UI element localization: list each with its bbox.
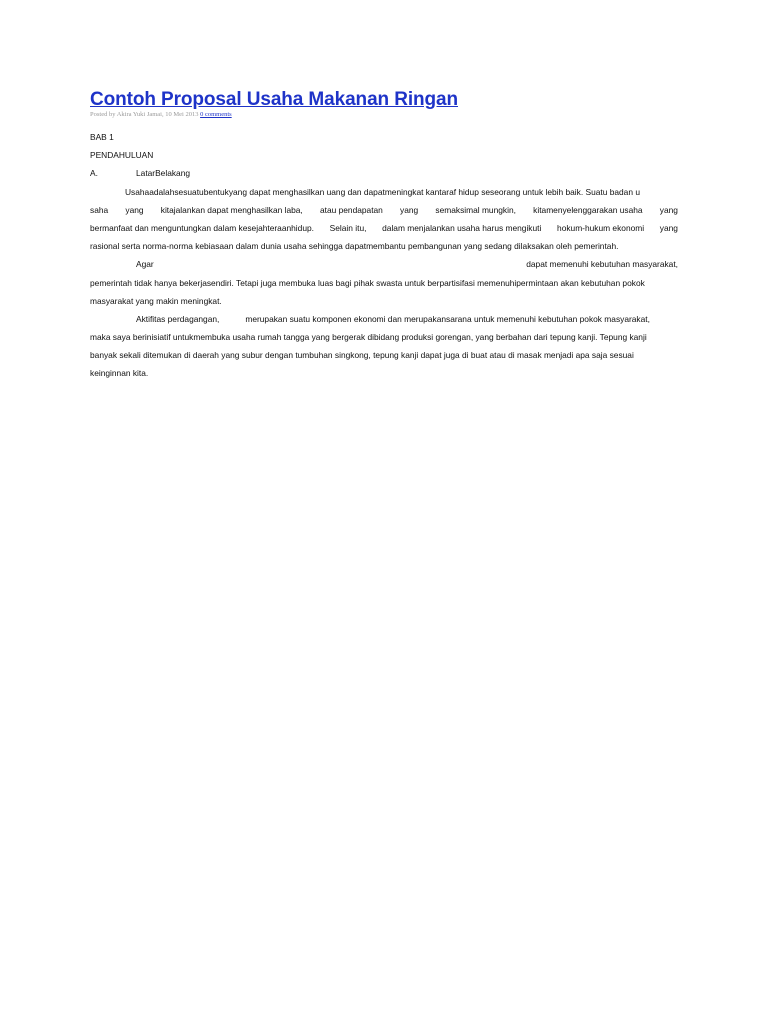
p1-line3-word: yang (659, 222, 678, 233)
section-marker: A. (90, 168, 98, 179)
section-title: LatarBelakang (136, 168, 191, 179)
document-page (90, 88, 678, 383)
p1-line3-word: bermanfaat dan menguntungkan dalam kesejahteraanhidup. (90, 222, 314, 233)
p1-line3 (90, 219, 678, 237)
section-heading (90, 164, 678, 182)
document-body (90, 128, 678, 383)
p3-line1-right: merupakan suatu komponen ekonomi dan merupakansarana untuk memenuhi kebutuhan pokok masyarakat, (245, 313, 650, 324)
p2-line1-right: dapat memenuhi kebutuhan masyarakat, (526, 259, 678, 270)
p1-line2-word: yang (125, 204, 144, 215)
comments-link[interactable]: 0 comments (200, 111, 232, 118)
p2-line3: masyarakat yang makin meningkat. (90, 295, 222, 306)
p1-line4: rasional serta norma-norma kebiasaan dalam dunia usaha sehingga dapatmembantu pembangunan yang sedang dilaksakan oleh pemerintah. (90, 241, 619, 252)
bab-heading: BAB 1 (90, 132, 114, 142)
p1-line2-word: kitamenyelenggarakan usaha (533, 204, 643, 215)
p1-line1: Usahaadalahsesuatubentukyang dapat menghasilkan uang dan dapatmeningkat kantaraf hidup seseorang untuk lebih baik. Suatu badan u (125, 186, 640, 197)
p1-line3-word: Selain itu, (329, 222, 367, 233)
p3-line4: keinginnan kita. (90, 368, 149, 379)
p1-line2-word: atau pendapatan (319, 204, 383, 215)
post-title-link[interactable]: Contoh Proposal Usaha Makanan Ringan (90, 89, 459, 110)
p2-line1 (90, 255, 678, 273)
chapter-heading: PENDAHULUAN (90, 150, 154, 161)
p1-line2-word: saha (90, 204, 109, 215)
p1-line3-word: dalam menjalankan usaha harus mengikuti (382, 222, 542, 233)
post-meta (90, 111, 678, 119)
p1-line3-word: hokum-hukum ekonomi (557, 222, 645, 233)
p3-line1-left: Aktifitas perdagangan, (136, 313, 220, 324)
p1-line2-word: kitajalankan dapat menghasilkan laba, (160, 204, 303, 215)
p3-line3: banyak sekali ditemukan di daerah yang subur dengan tumbuhan singkong, tepung kanji dapat juga di buat atau di masak menjadi apa saja sesuai (90, 350, 634, 361)
p1-line2-word: yang (659, 204, 678, 215)
p3-line1 (90, 310, 678, 328)
p1-line2-word: semaksimal mungkin, (435, 204, 516, 215)
p1-line2-word: yang (400, 204, 419, 215)
p2-line1-left: Agar (136, 259, 154, 270)
p2-line2: pemerintah tidak hanya bekerjasendiri. Tetapi juga membuka luas bagi pihak swasta untuk berpartisifasi memenuhipermintaan akan kebutuhan pokok (90, 277, 645, 288)
post-meta-text: Posted by Akira Yuki Jamai, 10 Mei 2013 (90, 111, 199, 118)
p1-line2 (90, 201, 678, 219)
p3-line2: maka saya berinisiatif untukmembuka usaha rumah tangga yang bergerak dibidang produksi gorengan, yang berbahan dari tepung kanji. Tepung kanji (90, 332, 647, 343)
